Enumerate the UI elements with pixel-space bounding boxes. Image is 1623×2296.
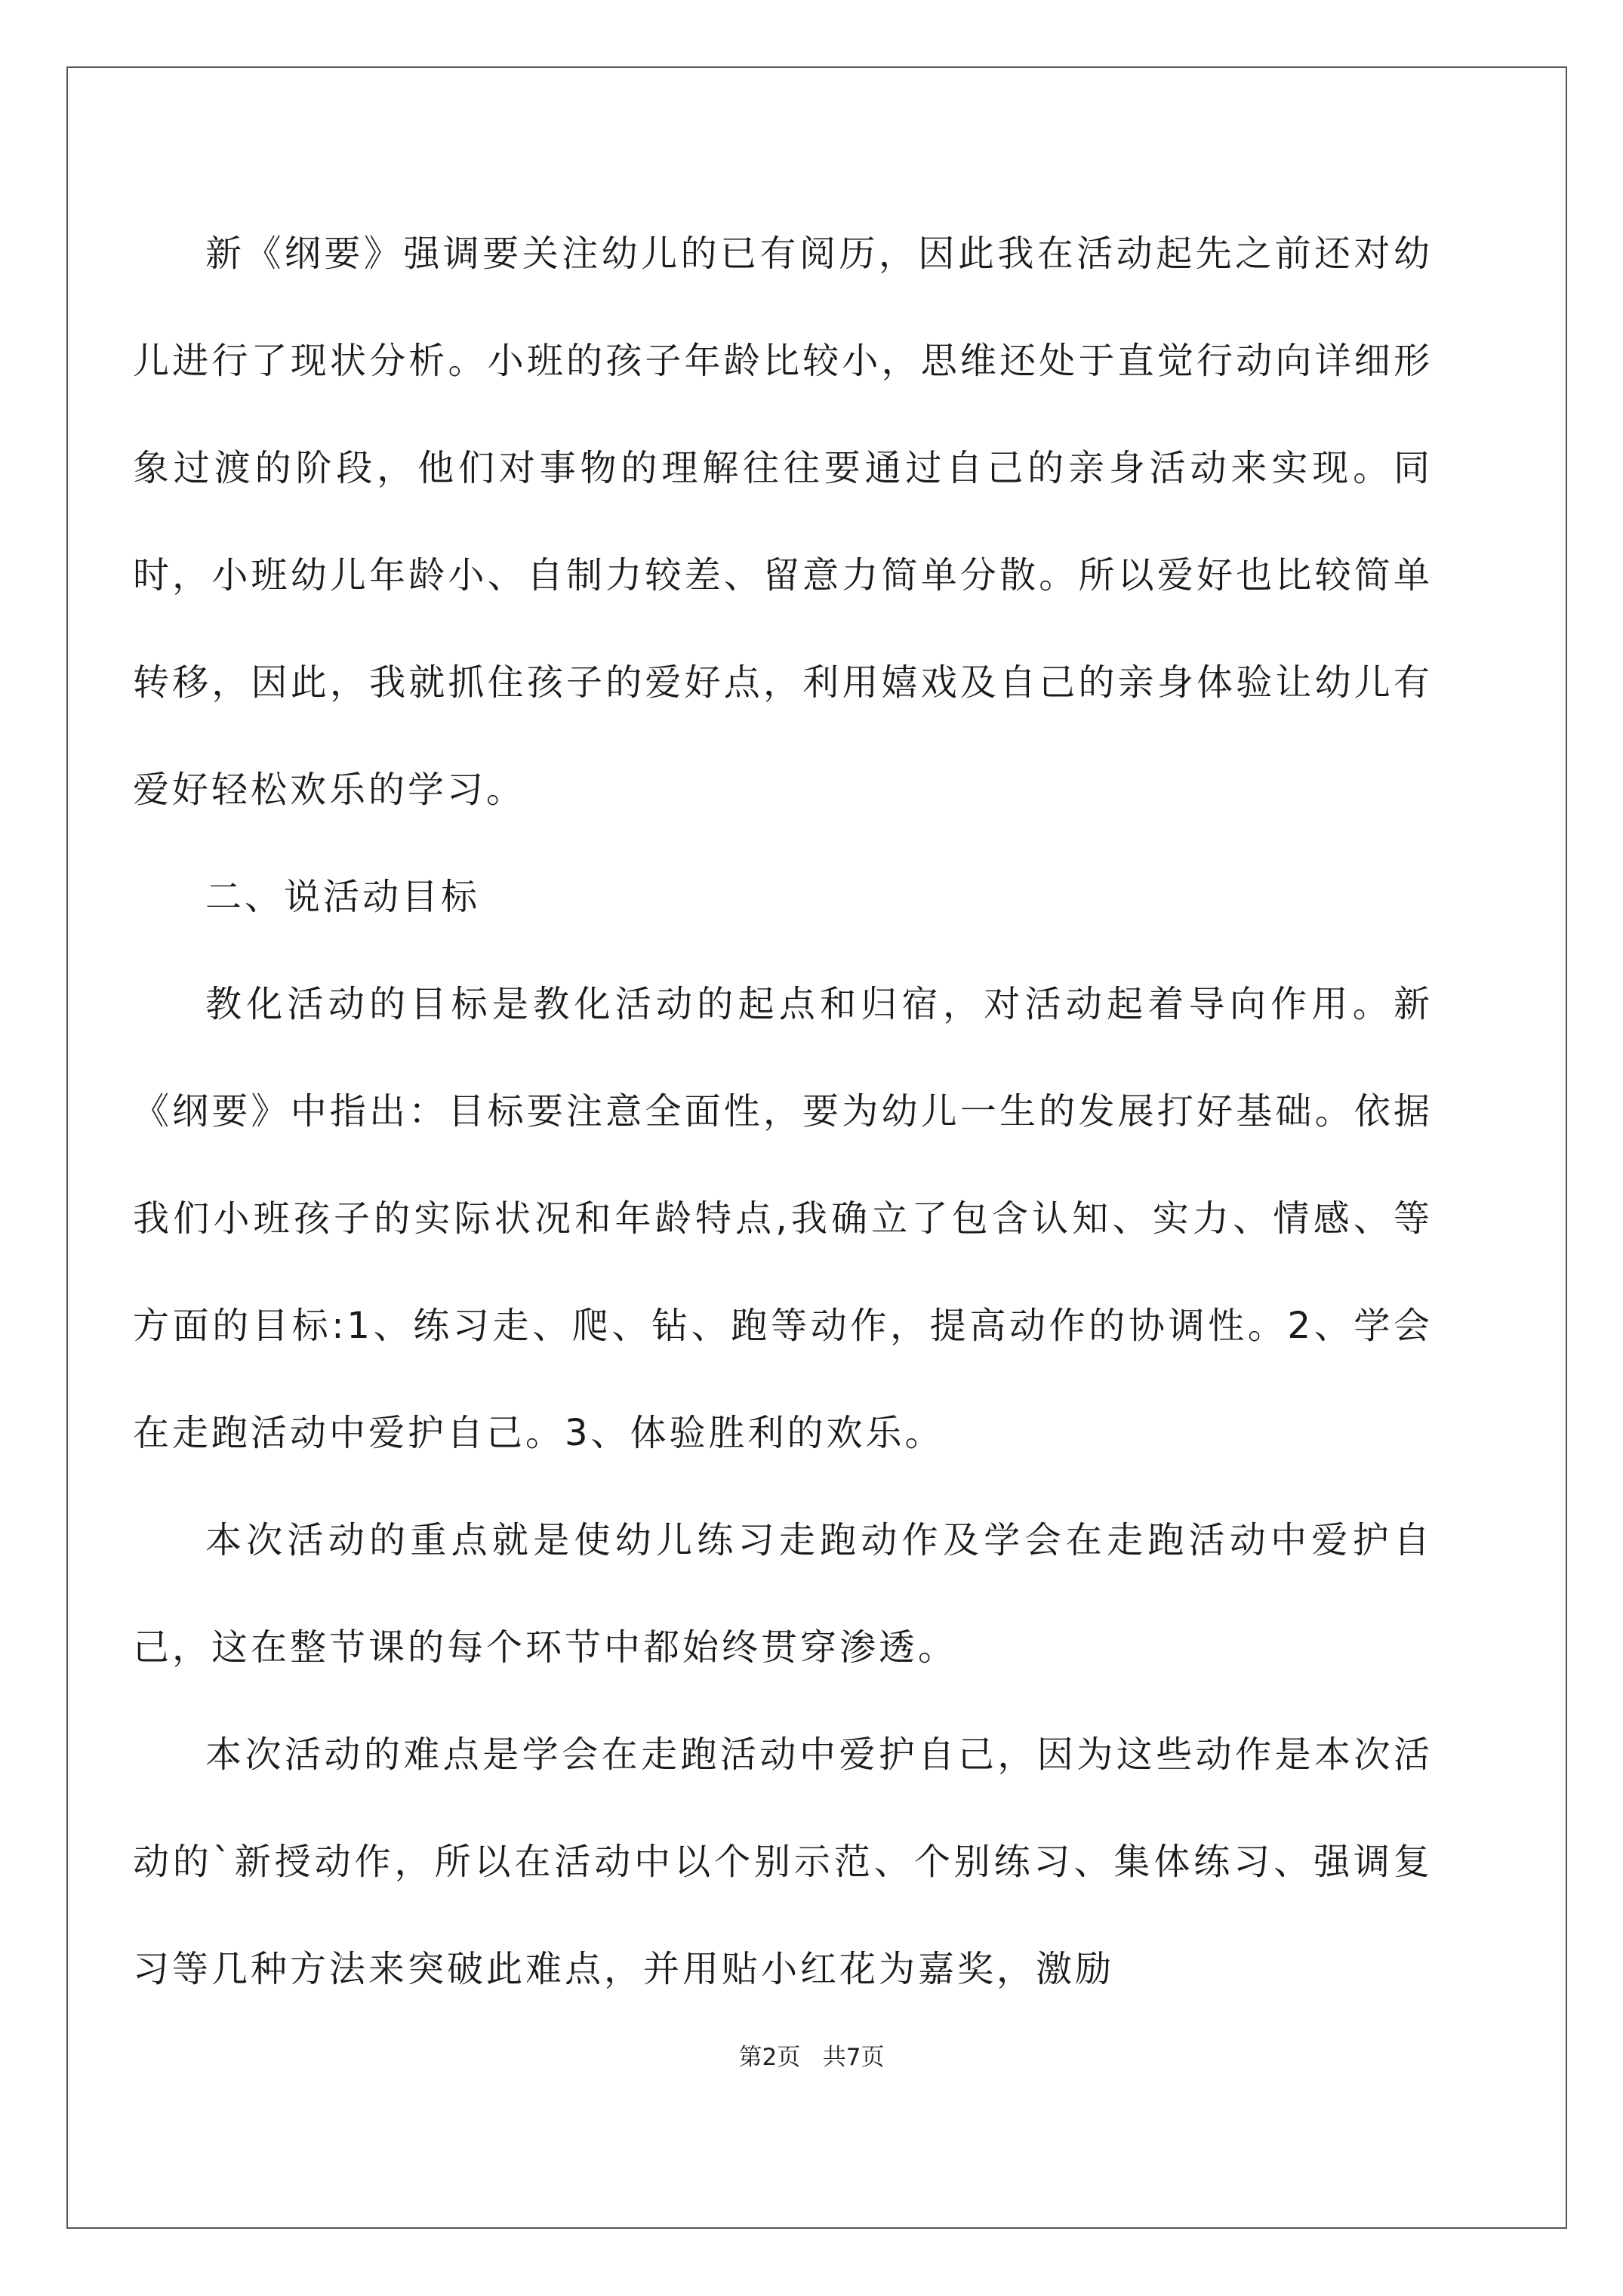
paragraph: 本次活动的难点是学会在走跑活动中爱护自己，因为这些动作是本次活动的`新授动作，所以在活动中以个别示范、个别练习、集体练习、强调复习等几种方法来突破此难点，并用贴小红花为嘉奖，激励	[133, 1734, 1433, 1990]
section-heading: 二、说活动目标	[205, 876, 481, 918]
page-number: 第2页	[738, 2044, 801, 2071]
page-footer	[0, 2042, 1623, 2073]
page-total: 共7页	[822, 2044, 885, 2071]
document-body	[133, 200, 1433, 2023]
paragraph: 新《纲要》强调要关注幼儿的已有阅历，因此我在活动起先之前还对幼儿进行了现状分析。小班的孩子年龄比较小，思维还处于直觉行动向详细形象过渡的阶段，他们对事物的理解往往要通过自己的亲身活动来实现。同时，小班幼儿年龄小、自制力较差、留意力简单分散。所以爱好也比较简单转移，因此，我就抓住孩子的爱好点，利用嬉戏及自己的亲身体验让幼儿有爱好轻松欢乐的学习。	[133, 233, 1433, 811]
paragraph: 本次活动的重点就是使幼儿练习走跑动作及学会在走跑活动中爱护自己，这在整节课的每个环节中都始终贯穿渗透。	[133, 1519, 1433, 1669]
paragraph: 教化活动的目标是教化活动的起点和归宿，对活动起着导向作用。新《纲要》中指出：目标要注意全面性，要为幼儿一生的发展打好基础。依据我们小班孩子的实际状况和年龄特点,我确立了包含认知、实力、情感、等方面的目标:1、练习走、爬、钻、跑等动作，提高动作的协调性。2、学会在走跑活动中爱护自己。3、体验胜利的欢乐。	[133, 983, 1433, 1454]
